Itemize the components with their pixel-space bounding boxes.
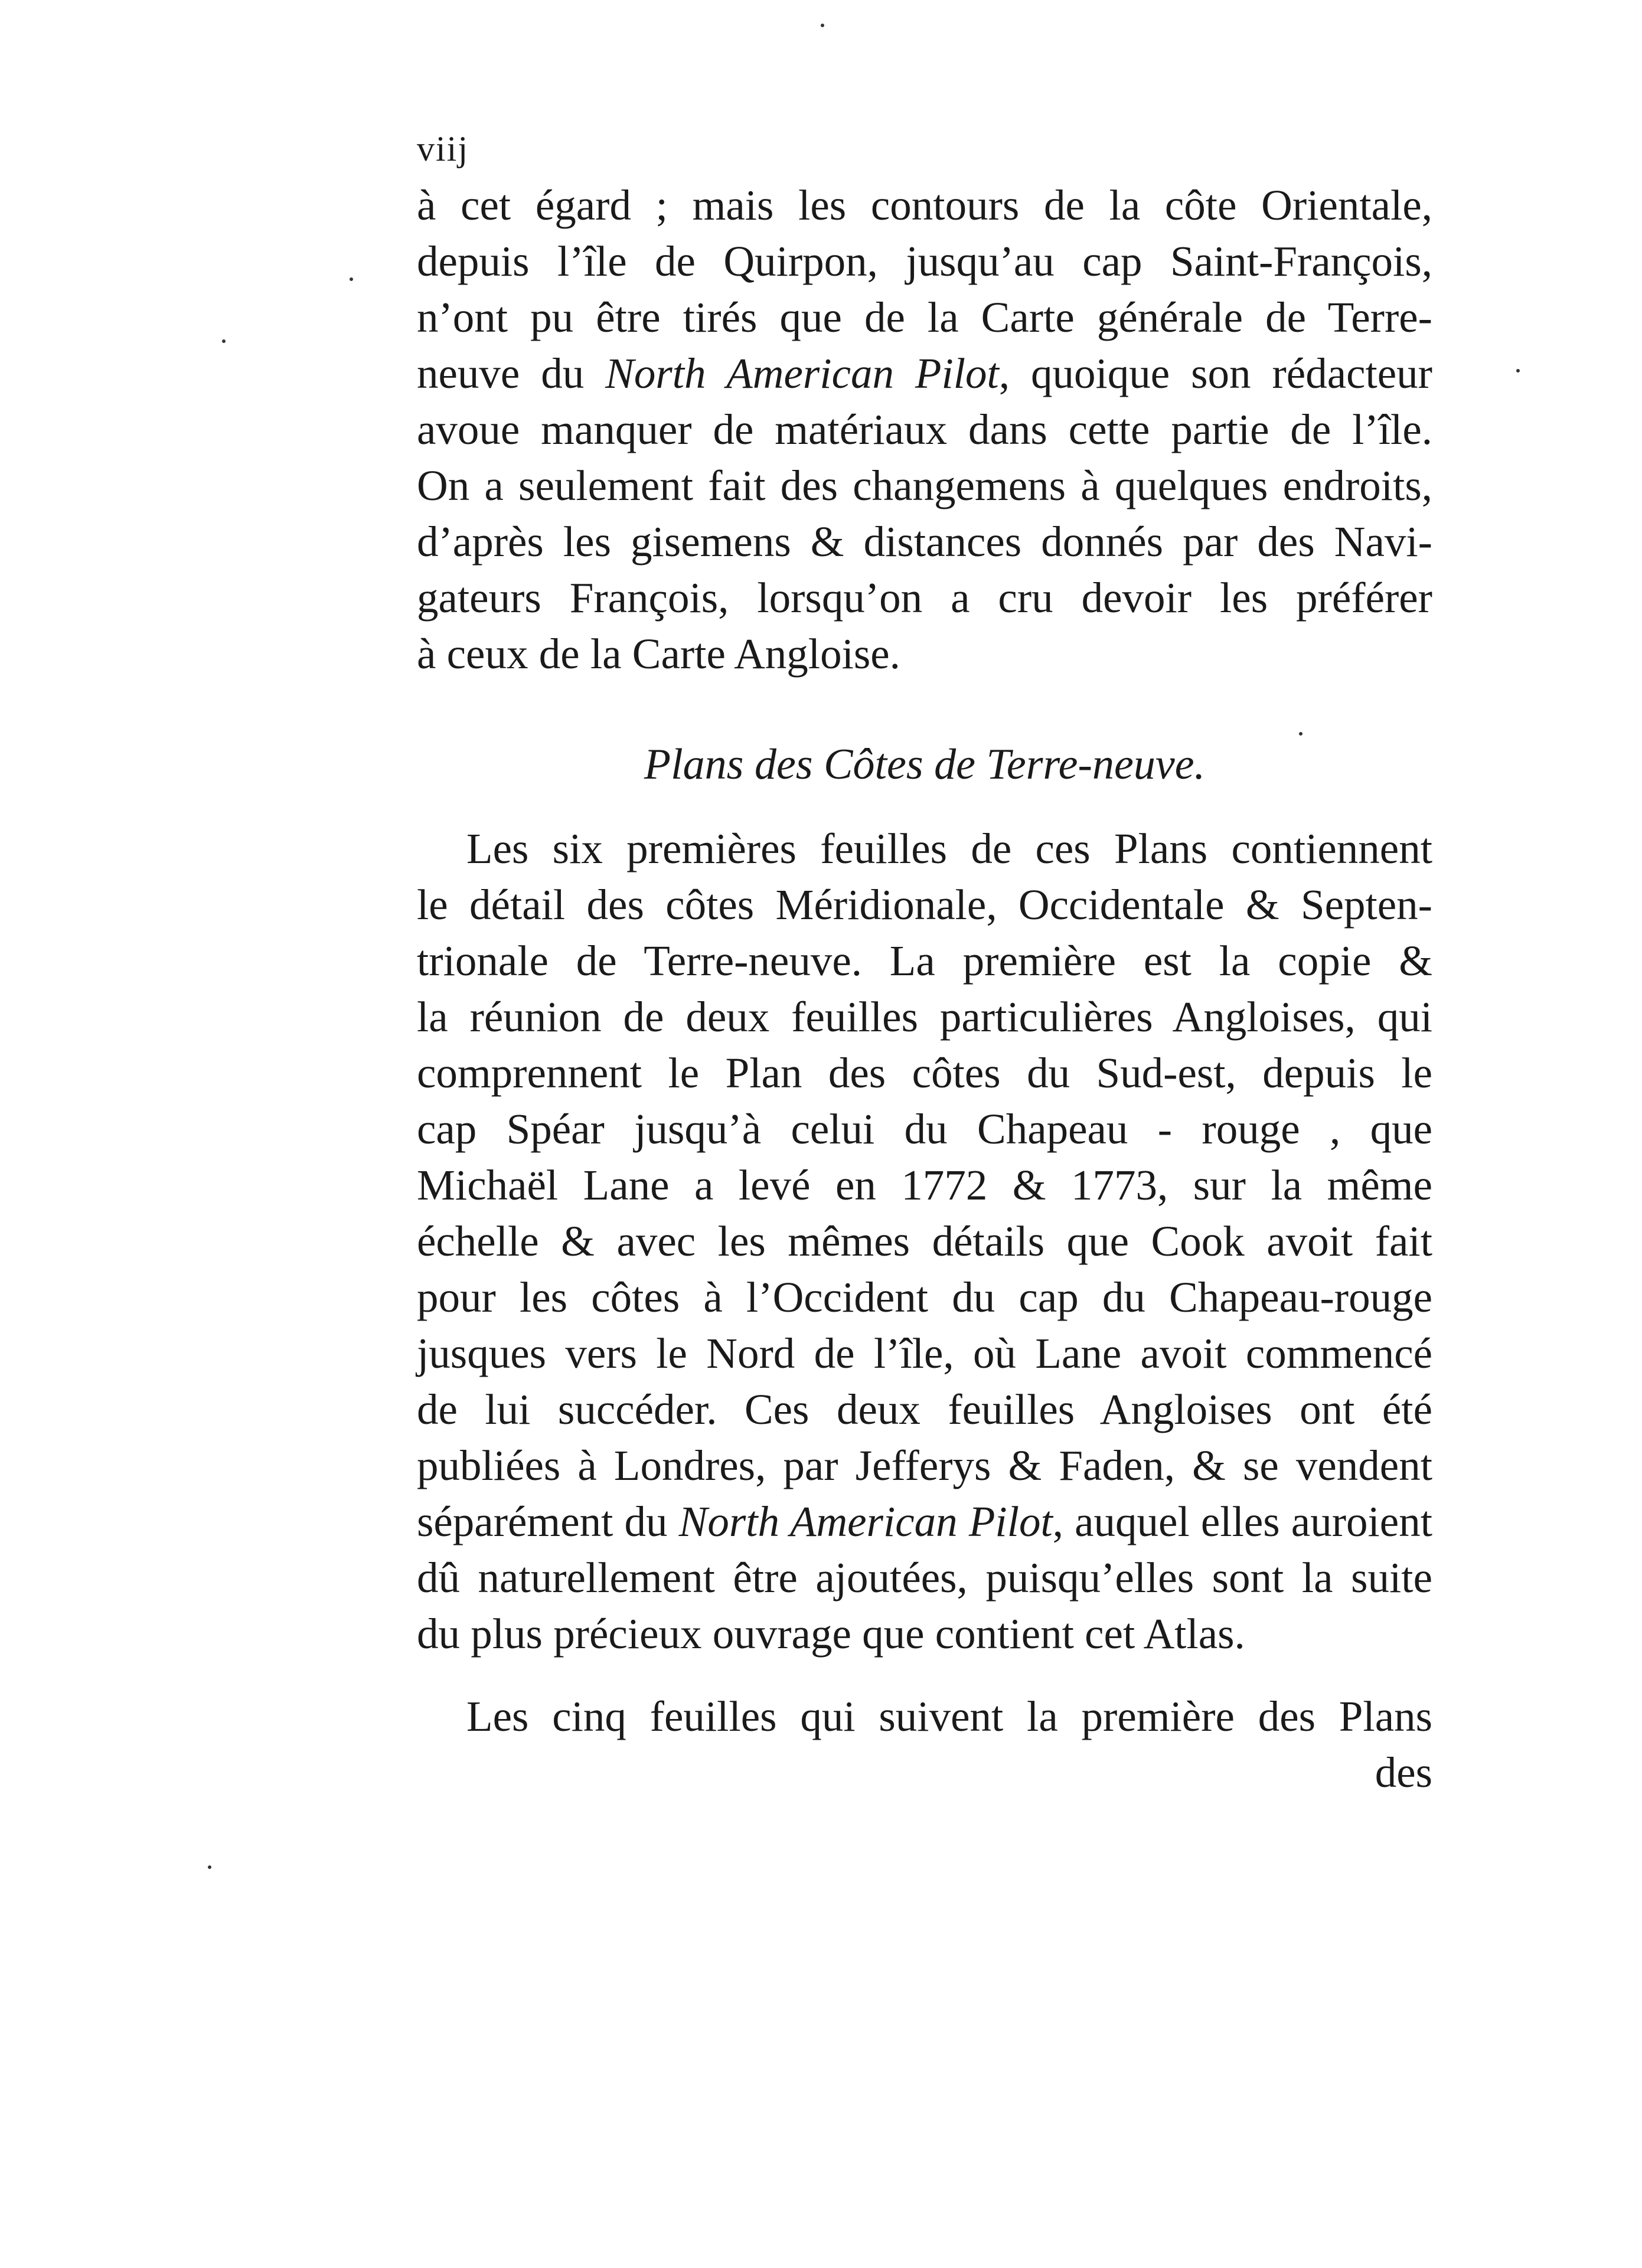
text-line: Les cinq feuilles qui suivent la première des Plans: [466, 1692, 1432, 1740]
text-line: neuve du North American Pilot, quoique son rédacteur: [417, 349, 1432, 397]
text-line: n’ont pu être tirés que de la Carte générale de Terre-: [417, 293, 1432, 341]
scan-speck: [208, 1865, 211, 1869]
text-line: dû naturellement être ajoutées, puisqu’elles sont la suite: [417, 1554, 1432, 1602]
text-line: la réunion de deux feuilles particulières Angloises, qui: [417, 993, 1432, 1041]
scan-speck: [1299, 732, 1302, 736]
text-line: gateurs François, lorsqu’on a cru devoir les préférer: [417, 574, 1432, 622]
text-line: comprennent le Plan des côtes du Sud-est, depuis le: [417, 1049, 1432, 1097]
page-number: viij: [417, 129, 469, 168]
text-line: pour les côtes à l’Occident du cap du Chapeau-rouge: [417, 1273, 1432, 1321]
book-title-italic: North American Pilot: [605, 349, 999, 397]
text-line: échelle & avec les mêmes détails que Cook avoit fait: [417, 1217, 1432, 1265]
text-line: de lui succéder. Ces deux feuilles Angloises ont été: [417, 1385, 1432, 1433]
text-line: On a seulement fait des changemens à quelques endroits,: [417, 462, 1432, 509]
text-line: publiées à Londres, par Jefferys & Faden, & se vendent: [417, 1442, 1432, 1489]
text-line: avoue manquer de matériaux dans cette partie de l’île.: [417, 406, 1432, 453]
scan-speck: [1516, 369, 1520, 372]
scan-speck: [821, 24, 824, 27]
text-line: depuis l’île de Quirpon, jusqu’au cap Saint-François,: [417, 237, 1432, 285]
text-line: Les six premières feuilles de ces Plans contiennent: [466, 825, 1432, 872]
text-line: à ceux de la Carte Angloise.: [417, 630, 900, 678]
text-line: Michaël Lane a levé en 1772 & 1773, sur la même: [417, 1161, 1432, 1209]
text-line: le détail des côtes Méridionale, Occidentale & Septen-: [417, 881, 1432, 929]
text-line: trionale de Terre-neuve. La première est la copie &: [417, 937, 1432, 985]
section-heading: Plans des Côtes de Terre-neuve.: [644, 740, 1206, 789]
book-title-italic: North American Pilot: [678, 1498, 1053, 1545]
scan-speck: [222, 339, 226, 343]
scan-speck: [350, 277, 353, 281]
text-line: jusques vers le Nord de l’île, où Lane avoit commencé: [417, 1329, 1432, 1377]
text-line: cap Spéar jusqu’à celui du Chapeau - rouge , que: [417, 1105, 1432, 1153]
text-line: à cet égard ; mais les contours de la côte Orientale,: [417, 181, 1432, 229]
text-line: d’après les gisemens & distances donnés par des Navi-: [417, 518, 1432, 566]
text-line: du plus précieux ouvrage que contient cet Atlas.: [417, 1610, 1245, 1658]
catchword: des: [1375, 1749, 1432, 1796]
text-line: séparément du North American Pilot, auquel elles auroient: [417, 1498, 1432, 1545]
